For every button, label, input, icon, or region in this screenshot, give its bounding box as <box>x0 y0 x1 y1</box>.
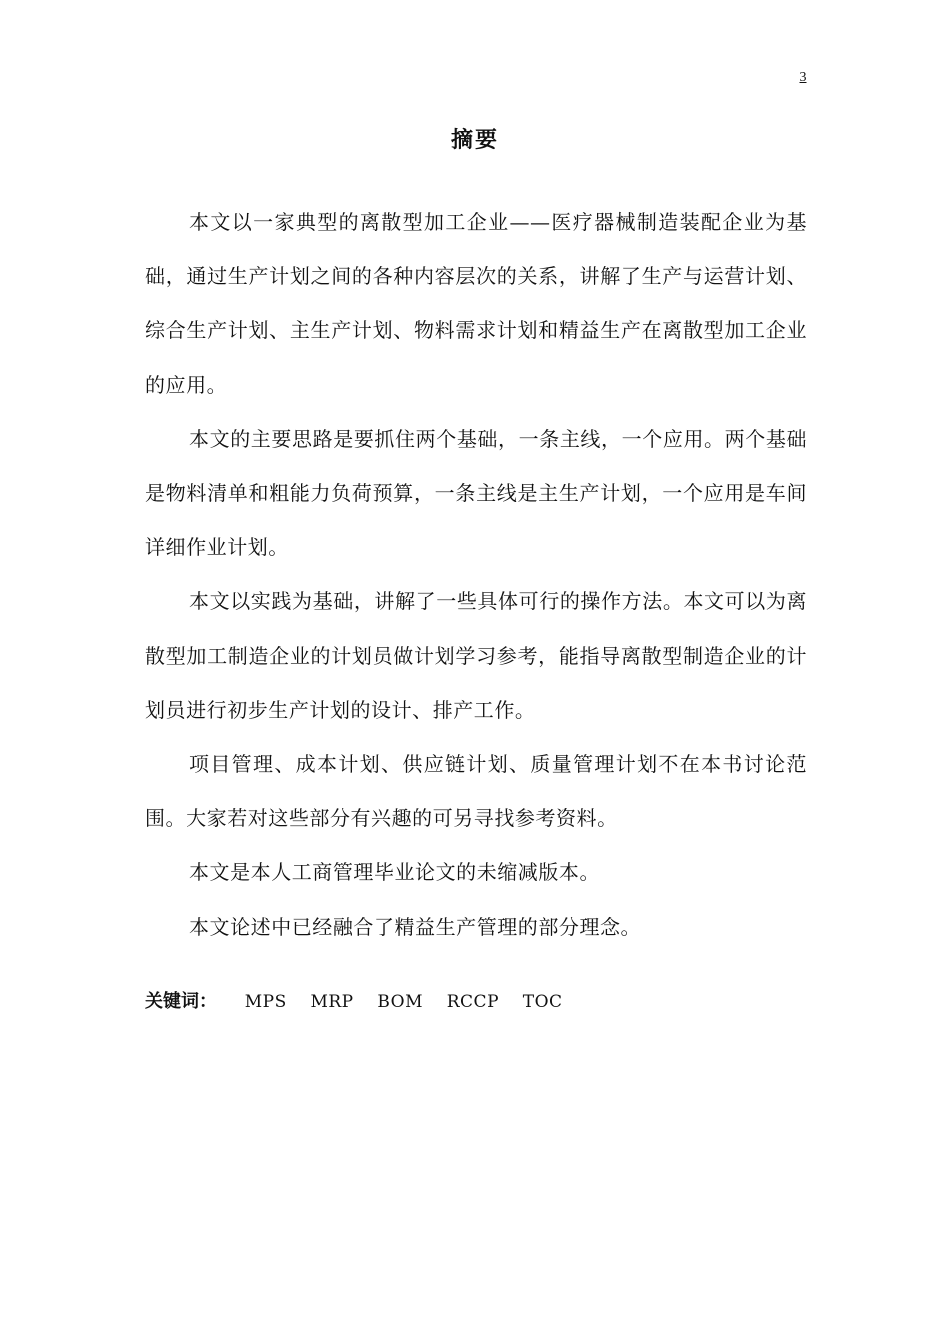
keyword-mps: MPS <box>244 992 287 1012</box>
keywords-line <box>145 988 581 1016</box>
abstract-paragraph: 本文以实践为基础，讲解了一些具体可行的操作方法。本文可以为离散型加工制造企业的计划员做计划学习参考，能指导离散型制造企业的计划员进行初步生产计划的设计、排产工作。 <box>145 589 807 722</box>
keyword-toc: TOC <box>522 992 563 1012</box>
keyword-bom: BOM <box>377 992 424 1012</box>
page-title: 摘要 <box>450 128 499 153</box>
keyword-mrp: MRP <box>310 992 354 1012</box>
abstract-paragraph: 本文以一家典型的离散型加工企业——医疗器械制造装配企业为基础，通过生产计划之间的各种内容层次的关系，讲解了生产与运营计划、综合生产计划、主生产计划、物料需求计划和精益生产在离散型加工企业的应用。 <box>145 210 807 397</box>
abstract-paragraph: 项目管理、成本计划、供应链计划、质量管理计划不在本书讨论范围。大家若对这些部分有兴趣的可另寻找参考资料。 <box>145 752 807 831</box>
page-number: 3 <box>799 70 807 85</box>
keywords-label: 关键词： <box>145 991 217 1012</box>
abstract-paragraph: 本文论述中已经融合了精益生产管理的部分理念。 <box>189 914 642 939</box>
abstract-paragraph: 本文的主要思路是要抓住两个基础，一条主线，一个应用。两个基础是物料清单和粗能力负荷预算，一条主线是主生产计划，一个应用是车间详细作业计划。 <box>145 426 807 560</box>
abstract-body <box>145 195 807 954</box>
abstract-paragraph: 本文是本人工商管理毕业论文的未缩减版本。 <box>189 860 600 885</box>
keyword-rccp: RCCP <box>446 992 500 1012</box>
